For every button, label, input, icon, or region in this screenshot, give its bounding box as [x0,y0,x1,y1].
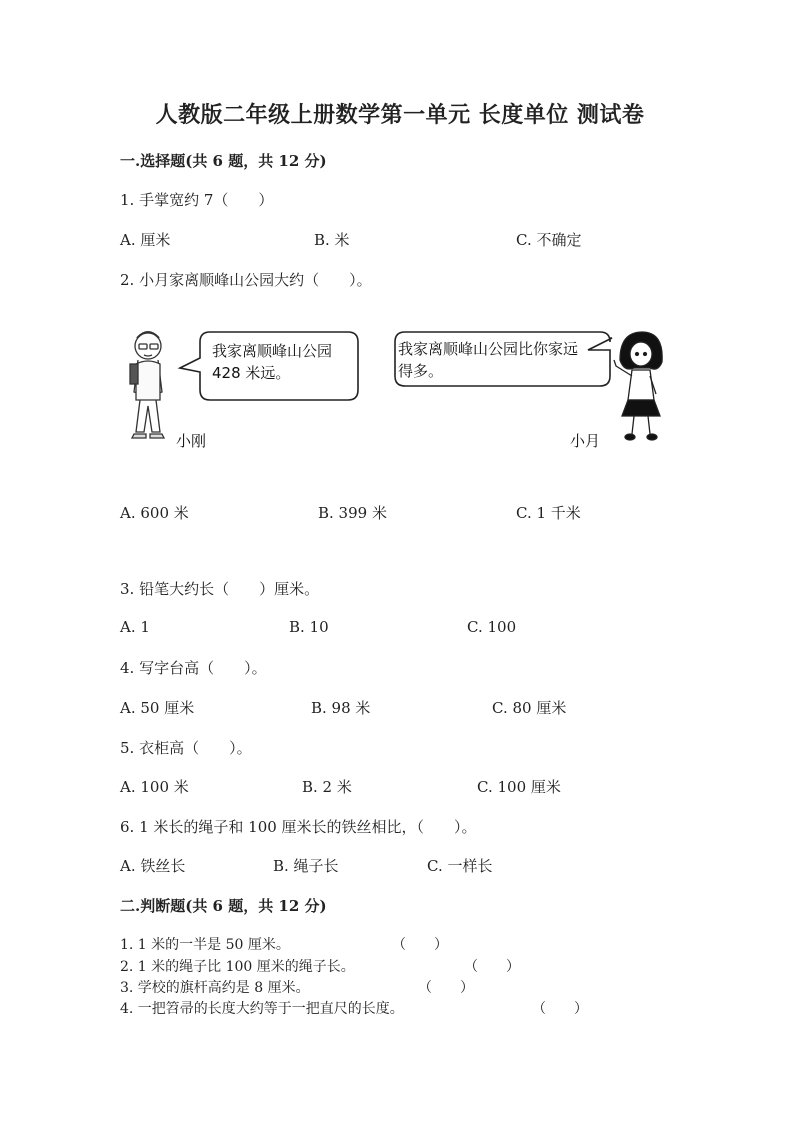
question-2: 2. 小月家离顺峰山公园大约（ ）。 [120,271,372,289]
judgment-item-2-bracket[interactable]: （ ） [464,959,520,975]
question-3-option-a[interactable]: A. 1 [120,618,150,636]
question-6: 6. 1 米长的绳子和 100 厘米长的铁丝相比，（ ）。 [120,818,477,836]
boy-figure-icon [130,332,164,438]
question-1-option-a[interactable]: A. 厘米 [120,231,171,249]
right-character-name: 小月 [570,432,601,450]
question-6-option-c[interactable]: C. 一样长 [427,857,493,875]
girl-figure-icon [614,332,662,440]
question-4: 4. 写字台高（ ）。 [120,659,267,677]
question-5-option-b[interactable]: B. 2 米 [302,778,352,796]
question-6-option-b[interactable]: B. 绳子长 [273,857,339,875]
question-1-option-b[interactable]: B. 米 [314,231,350,249]
question-2-option-a[interactable]: A. 600 米 [120,504,189,522]
judgment-item-3: 3. 学校的旗杆高约是 8 厘米。 [120,980,310,996]
question-3-option-c[interactable]: C. 100 [467,618,517,636]
judgment-item-4: 4. 一把笤帚的长度大约等于一把直尺的长度。 [120,1001,404,1017]
section-heading-judgment: 二.判断题(共 6 题，共 12 分) [120,897,327,915]
question-3: 3. 铅笔大约长（ ）厘米。 [120,580,320,598]
left-character-name: 小刚 [176,432,207,450]
right-bubble-text: 我家离顺峰山公园比你家远得多。 [398,340,579,380]
section-heading-choice: 一.选择题(共 6 题，共 12 分) [120,152,327,170]
question-5-option-c[interactable]: C. 100 厘米 [477,778,561,796]
question-4-option-c[interactable]: C. 80 厘米 [492,699,567,717]
question-6-option-a[interactable]: A. 铁丝长 [120,857,186,875]
question-3-option-b[interactable]: B. 10 [289,618,329,636]
judgment-item-2: 2. 1 米的绳子比 100 厘米的绳子长。 [120,959,355,975]
question-2-option-c[interactable]: C. 1 千米 [516,504,581,522]
question-5: 5. 衣柜高（ ）。 [120,739,252,757]
judgment-item-1-bracket[interactable]: （ ） [392,937,448,953]
question-5-option-a[interactable]: A. 100 米 [120,778,189,796]
judgment-item-1: 1. 1 米的一半是 50 厘米。 [120,937,290,953]
judgment-item-3-bracket[interactable]: （ ） [418,980,474,996]
judgment-item-4-bracket[interactable]: （ ） [532,1001,588,1017]
question-2-option-b[interactable]: B. 399 米 [318,504,387,522]
question-4-option-b[interactable]: B. 98 米 [311,699,371,717]
page-title: 人教版二年级上册数学第一单元 长度单位 测试卷 [155,102,645,128]
question-1: 1. 手掌宽约 7（ ） [120,191,274,209]
question-4-option-a[interactable]: A. 50 厘米 [120,699,195,717]
left-bubble-text: 我家离顺峰山公园 428 米远。 [212,342,333,382]
question-1-option-c[interactable]: C. 不确定 [516,231,582,249]
